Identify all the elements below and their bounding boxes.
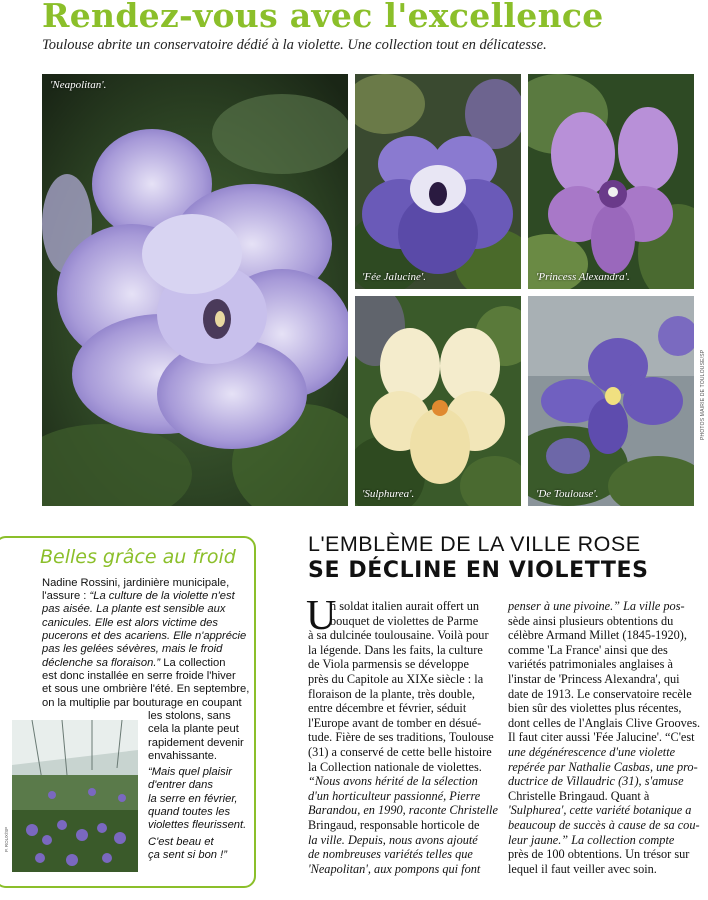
- article-line: entre décembre et février, séduit: [308, 701, 467, 716]
- article-line: l'Europe avant de tomber en désué-: [308, 715, 482, 730]
- sidebar-line: pas les gelées sévères, mais le froid: [42, 643, 223, 655]
- article-line: tude. Fière de ses traditions, Toulouse: [308, 730, 494, 745]
- sidebar-quote-line: violettes fleurissent.: [148, 819, 247, 831]
- article-line: la Collection nationale de violettes.: [308, 759, 482, 774]
- sidebar-quote-line: C'est beau et: [148, 836, 214, 848]
- article-line: variétés patrimoniales anglaises à: [508, 657, 673, 672]
- greenhouse-photo: [12, 720, 138, 872]
- fee-jalucine-photo: [355, 74, 521, 289]
- article-line: Il faut citer aussi 'Fée Jalucine'. “C'est: [508, 730, 695, 745]
- article-line: n soldat italien aurait offert un: [330, 599, 479, 613]
- article-line: comme 'La France' ainsi que des: [508, 642, 668, 657]
- sidebar-quote-line: quand toutes les: [148, 806, 231, 818]
- article-line: une dégénérescence d'une violette: [508, 745, 676, 759]
- sidebar-line: rapidement devenir: [148, 737, 244, 749]
- article-line: célèbre Armand Millet (1845-1920),: [508, 628, 687, 643]
- article-line: beaucoup de succès à cause de sa cou-: [508, 818, 700, 832]
- article-line: à sa dulcinée toulousaine. Voilà pour: [308, 628, 489, 643]
- article-line: Barandou, en 1990, raconte Christelle: [308, 803, 498, 818]
- article-line: l'instar de 'Princess Alexandra', qui: [508, 672, 680, 686]
- sidebar-line: déclenche sa floraison.” La collection: [42, 657, 226, 669]
- article-line: bouquet de violettes de Parme: [330, 613, 479, 628]
- article-headline-top: L'EMBLÈME DE LA VILLE ROSE: [308, 532, 641, 556]
- article-line: de Viola parmensis se développe: [308, 657, 469, 672]
- de-toulouse-photo: [528, 296, 694, 506]
- article-line: près de 100 obtentions. Un trésor sur: [508, 847, 690, 862]
- sidebar-line: pas aisée. La plante est sensible aux: [42, 603, 226, 615]
- neapolitan-photo: [42, 74, 348, 506]
- article-line: date de 1913. Le conservatoire recèle: [508, 686, 692, 701]
- article-line: leur jaune.” La collection compte: [508, 832, 675, 847]
- article-line: d'un horticulteur passionné, Pierre: [308, 788, 481, 803]
- caption-fee-jalucine: 'Fée Jalucine'.: [362, 271, 426, 283]
- page-title: Rendez-vous avec l'excellence: [42, 0, 604, 35]
- article-line: sède ainsi plusieurs obtentions du: [508, 613, 674, 628]
- article-line: dont celles de l'Anglais Clive Grooves.: [508, 715, 701, 730]
- sidebar-line: pucerons et des acariens. Elle n'apprécie: [42, 630, 247, 642]
- article-line: bien sûr des violettes plus récentes,: [508, 701, 682, 716]
- article-line: Christelle Bringaud. Quant à: [508, 788, 650, 803]
- sidebar-quote-line: la serre en février,: [148, 793, 238, 805]
- article-line: lequel il faut veiller avec soin.: [508, 861, 657, 876]
- sidebar-line: cela la plante peut: [148, 723, 239, 735]
- caption-neapolitan: 'Neapolitan'.: [50, 79, 107, 91]
- princess-alexandra-photo: [528, 74, 694, 289]
- sidebar-line: canicules. Elle est alors victime des: [42, 617, 218, 629]
- article-line: la ville. Depuis, nous avons ajouté: [308, 832, 478, 847]
- sulphurea-photo: [355, 296, 521, 506]
- sidebar-quote-line: ça sent si bon !”: [148, 849, 227, 861]
- article-line: Bringaud, responsable horticole de: [308, 818, 480, 832]
- sidebar-quote-line: d'entrer dans: [148, 779, 213, 791]
- sidebar-line: envahissante.: [148, 750, 218, 762]
- sidebar-line: et sous une ombrière l'été. En septembre,: [42, 683, 250, 695]
- caption-de-toulouse: 'De Toulouse'.: [536, 488, 599, 500]
- sidebar-line: les stolons, sans: [148, 710, 231, 722]
- article-line: 'Neapolitan', aux pompons qui font: [308, 861, 481, 876]
- sidebar-line: on la multiplie par bouturage en coupant: [42, 697, 242, 709]
- article-line: de nombreuses variétés telles que: [308, 847, 473, 862]
- page-subtitle: Toulouse abrite un conservatoire dédié à la violette. Une collection tout en délicatesse.: [42, 37, 547, 53]
- sidebar-line: est donc installée en serre froide l'hiver: [42, 670, 236, 682]
- article-line: la légende. Dans les faits, la culture: [308, 642, 483, 657]
- article-headline-bottom: SE DÉCLINE EN VIOLETTES: [308, 558, 649, 583]
- sidebar-line: Nadine Rossini, jardinière municipale,: [42, 577, 230, 589]
- article-line: floraison de la plante, très double,: [308, 686, 475, 701]
- article-line: penser à une pivoine.” La ville pos-: [508, 599, 685, 613]
- sidebar-line: l'assure : “La culture de la violette n'est: [42, 590, 235, 602]
- article-line: près du Capitole au XIXe siècle : la: [308, 672, 484, 686]
- article-line: repérée par Nathalie Casbas, une pro-: [508, 759, 698, 774]
- article-line: (31) a conservé de cette belle histoire: [308, 745, 492, 759]
- article-line: 'Sulphurea', cette variété botanique a: [508, 803, 692, 818]
- caption-sulphurea: 'Sulphurea'.: [362, 488, 415, 500]
- sidebar-quote-line: “Mais quel plaisir: [148, 766, 232, 778]
- article-line: ductrice de Villaudric (31), s'amuse: [508, 774, 684, 789]
- sidebar-title: Belles grâce au froid: [40, 546, 236, 568]
- drop-cap: U: [306, 593, 337, 639]
- article-line: “Nous avons hérité de la sélection: [308, 774, 478, 789]
- sidebar-photo-credit: P. ROUX/SP: [4, 826, 9, 852]
- photo-credit: PHOTOS MAIRIE DE TOULOUSE/SP: [700, 349, 706, 440]
- caption-princess-alexandra: 'Princess Alexandra'.: [536, 271, 630, 283]
